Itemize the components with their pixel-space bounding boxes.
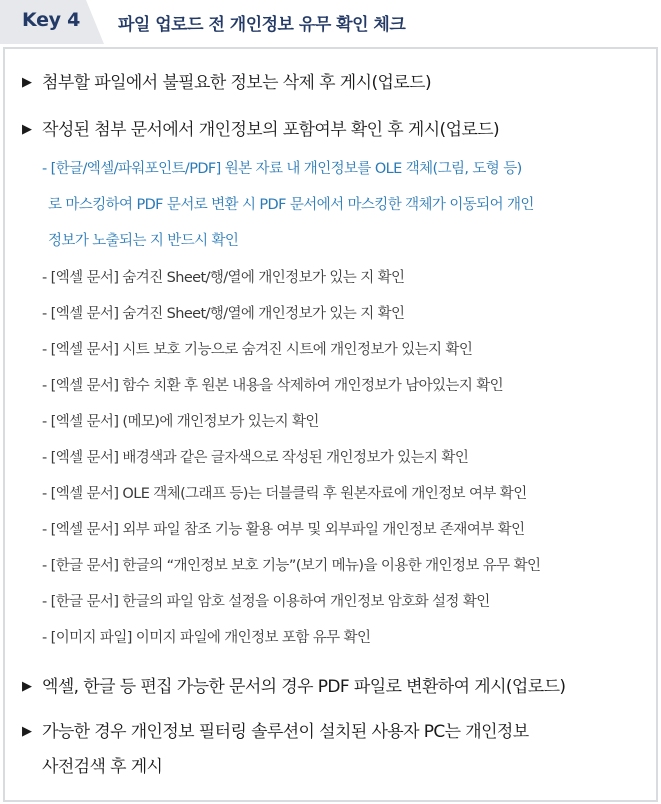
triangle-bullet-icon: ▶ [22,75,32,90]
triangle-bullet-icon: ▶ [22,724,32,739]
main-item-4 [22,717,529,742]
sub-item-1: - [엑셀 문서] 숨겨진 Sheet/행/열에 개인정보가 있는 지 확인 [42,270,405,286]
sub-item-10: - [한글 문서] 한글의 파일 암호 설정을 이용하여 개인정보 암호화 설정 확인 [42,594,490,610]
header-title: 파일 업로드 전 개인정보 유무 확인 체크 [118,15,406,35]
main-item-1 [22,68,431,93]
header [0,0,661,44]
blue-note-line-3: 정보가 노출되는 지 반드시 확인 [48,233,239,249]
triangle-bullet-icon: ▶ [22,122,32,137]
sub-item-3: - [엑셀 문서] 시트 보호 기능으로 숨겨진 시트에 개인정보가 있는지 확인 [42,342,473,358]
sub-item-6: - [엑셀 문서] 배경색과 같은 글자색으로 작성된 개인정보가 있는지 확인 [42,450,469,466]
main-item-4-text: 가능한 경우 개인정보 필터링 솔루션이 설치된 사용자 PC는 개인정보 [42,722,529,742]
main-item-3-text: 엑셀, 한글 등 편집 가능한 문서의 경우 PDF 파일로 변환하여 게시(업로드) [42,677,566,697]
main-item-2 [22,115,499,140]
main-item-1-text: 첨부할 파일에서 불필요한 정보는 삭제 후 게시(업로드) [42,73,431,93]
sub-item-11: - [이미지 파일] 이미지 파일에 개인정보 포함 유무 확인 [42,630,371,646]
sub-item-5: - [엑셀 문서] (메모)에 개인정보가 있는지 확인 [42,414,319,430]
key-label: Key 4 [22,9,80,31]
main-item-3 [22,672,565,697]
sub-item-2: - [엑셀 문서] 숨겨진 Sheet/행/열에 개인정보가 있는 지 확인 [42,306,405,322]
sub-item-9: - [한글 문서] 한글의 “개인정보 보호 기능”(보기 메뉴)을 이용한 개인정보 유무 확인 [42,558,541,574]
sub-item-7: - [엑셀 문서] OLE 객체(그래프 등)는 더블클릭 후 원본자료에 개인정보 여부 확인 [42,486,527,502]
main-item-2-text: 작성된 첨부 문서에서 개인정보의 포함여부 확인 후 게시(업로드) [42,120,500,140]
blue-note-line-2: 로 마스킹하여 PDF 문서로 변환 시 PDF 문서에서 마스킹한 객체가 이동되어 개인 [48,197,534,213]
sub-item-8: - [엑셀 문서] 외부 파일 참조 기능 활용 여부 및 외부파일 개인정보 존재여부 확인 [42,522,525,538]
triangle-bullet-icon: ▶ [22,679,32,694]
sub-item-4: - [엑셀 문서] 함수 치환 후 원본 내용을 삭제하여 개인정보가 남아있는지 확인 [42,378,504,394]
main-item-4-continuation: 사전검색 후 게시 [42,757,163,777]
blue-note-line-1: - [한글/엑셀/파워포인트/PDF] 원본 자료 내 개인정보를 OLE 객체(그림, 도형 등) [42,161,522,177]
